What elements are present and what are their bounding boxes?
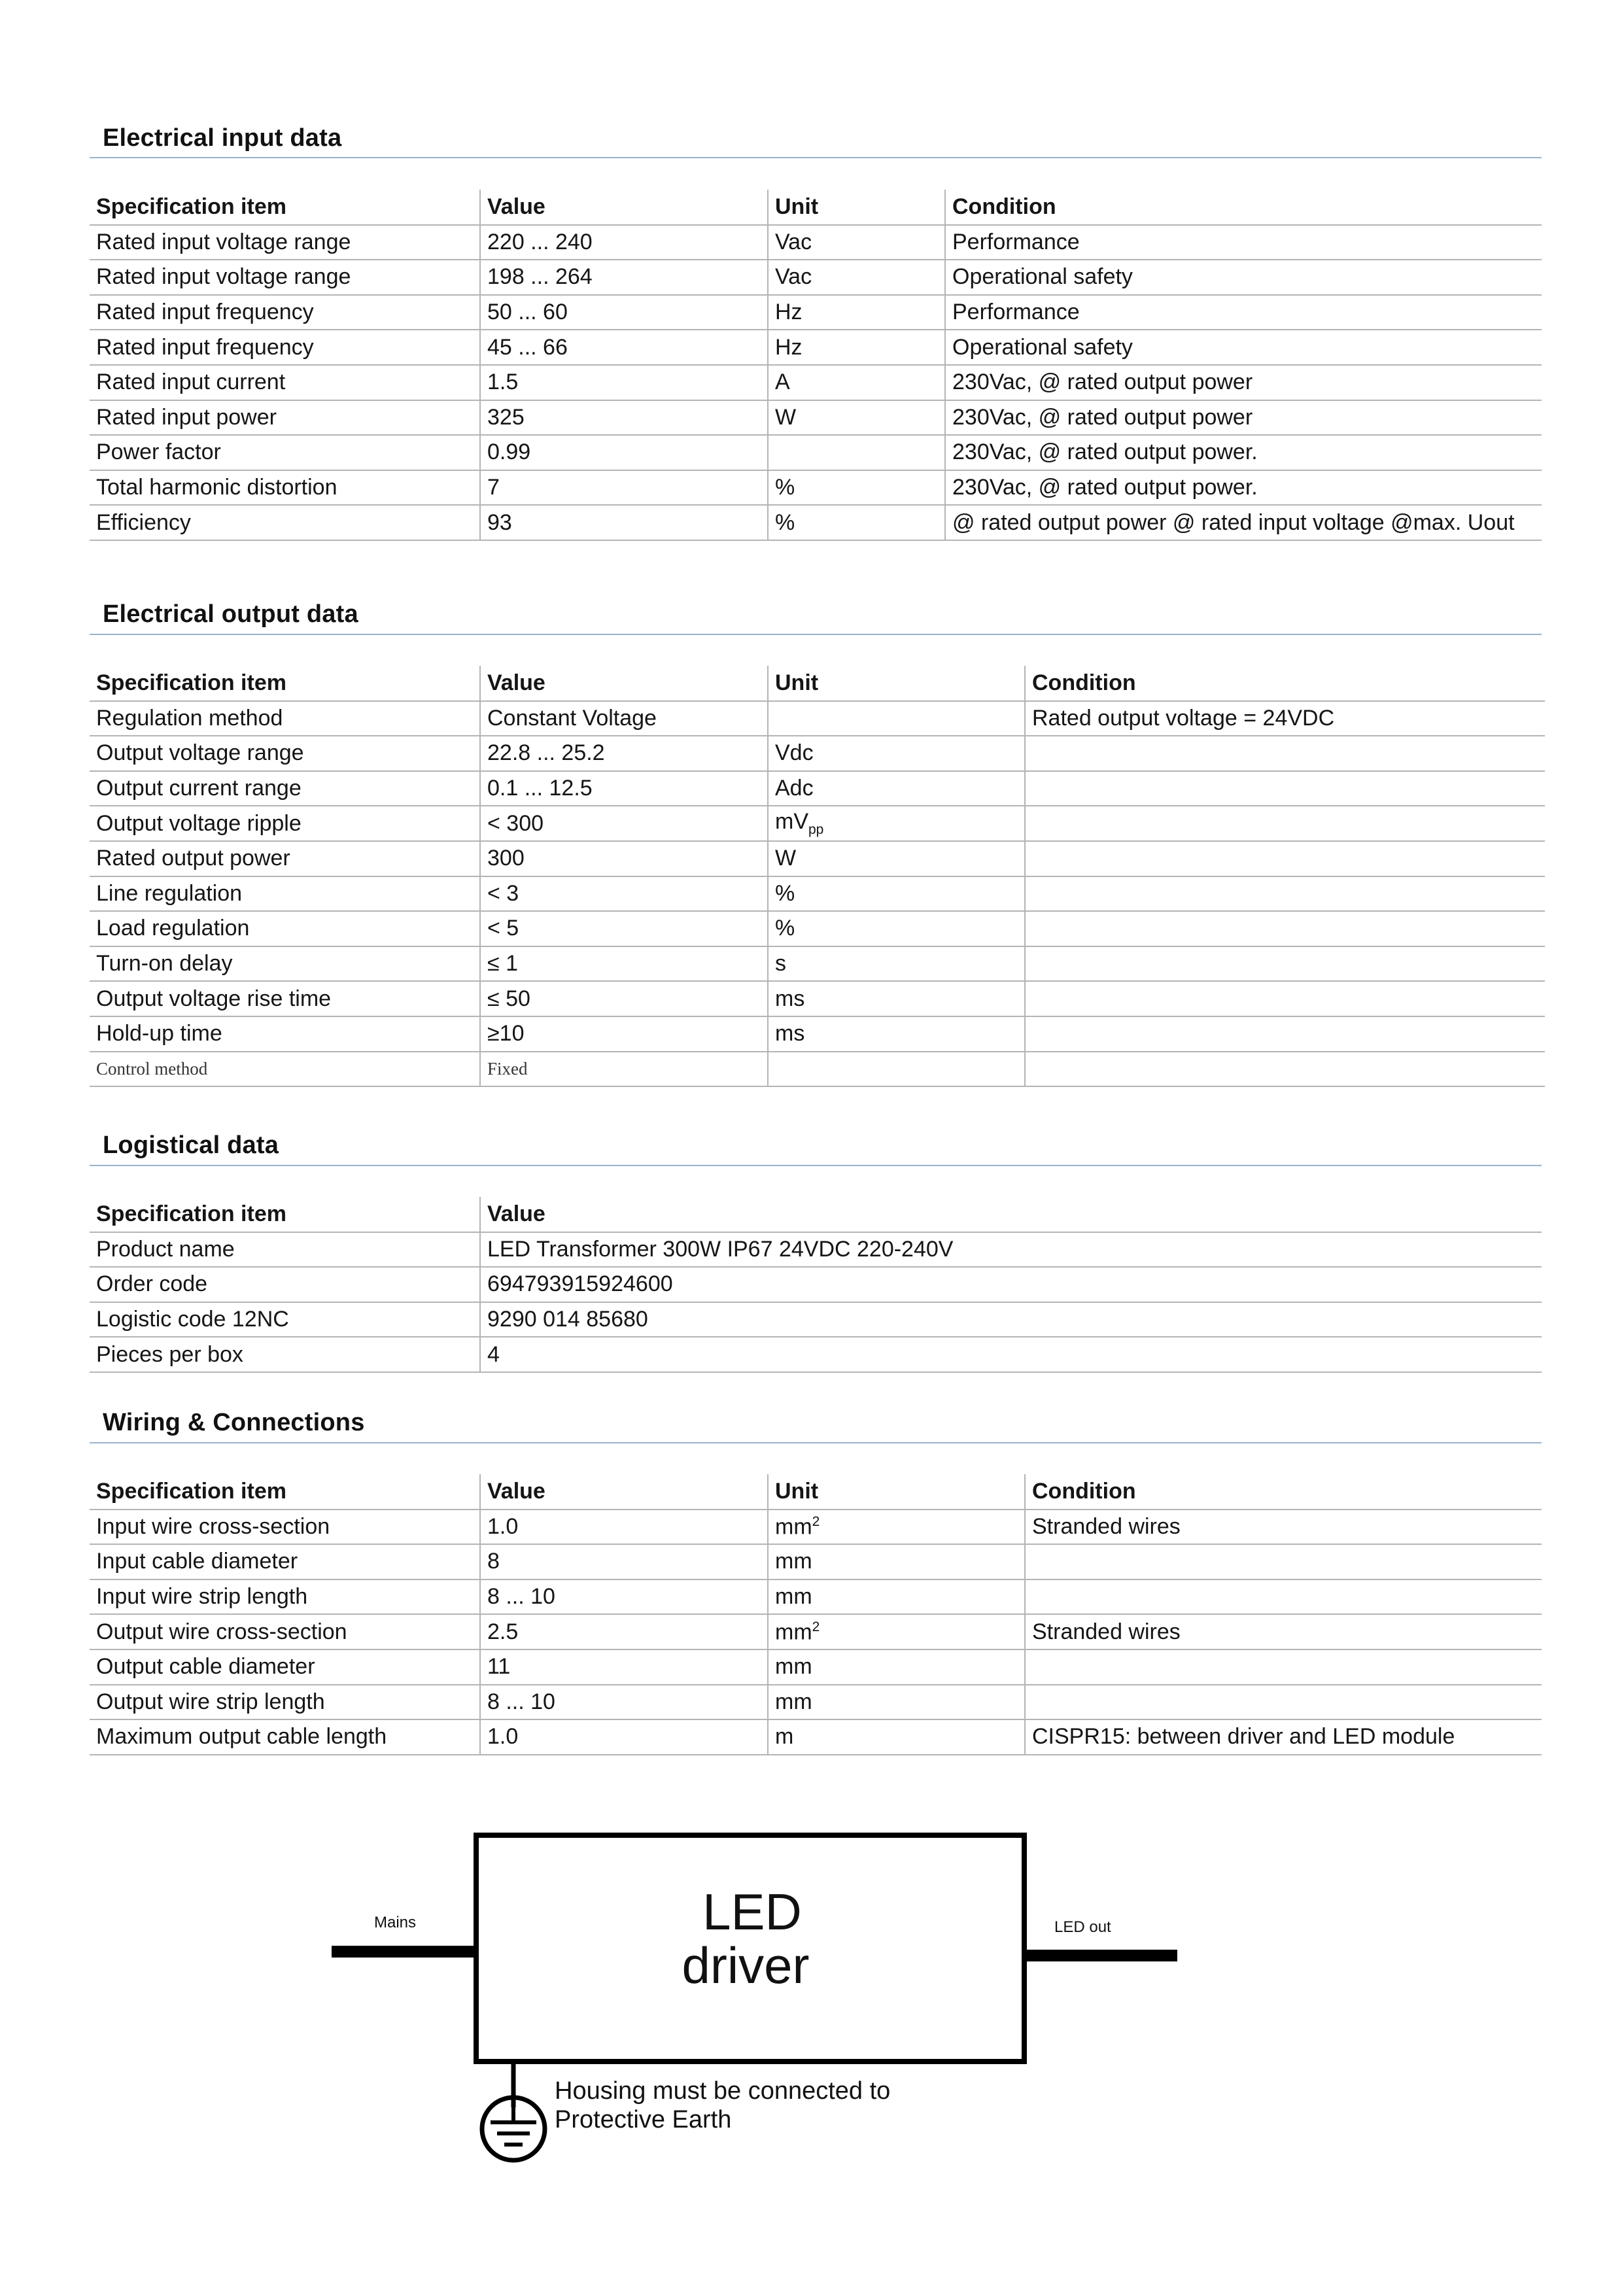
- table-row: [90, 1232, 1542, 1268]
- header-unit: Unit: [768, 1474, 1025, 1510]
- header-spec-item: Specification item: [90, 666, 480, 701]
- spec-item-cell: Line regulation: [90, 876, 480, 912]
- unit-cell: $mV_{pp}$: [768, 806, 1025, 841]
- unit-cell: Vac: [768, 225, 945, 260]
- unit-cell: ms: [768, 1016, 1025, 1052]
- table-header-row: [90, 190, 1542, 225]
- unit-cell: Hz: [768, 295, 945, 330]
- unit-cell: Vdc: [768, 736, 1025, 771]
- condition-cell: [1025, 876, 1545, 912]
- unit-cell: W: [768, 400, 945, 436]
- value-cell: 8 ... 10: [480, 1579, 768, 1615]
- condition-cell: [1025, 736, 1545, 771]
- condition-cell: CISPR15: between driver and LED module: [1025, 1719, 1542, 1755]
- value-cell: 93: [480, 505, 768, 540]
- condition-cell: [1025, 806, 1545, 841]
- condition-cell: Performance: [945, 225, 1542, 260]
- unit-superscript: 2: [812, 1513, 820, 1529]
- table-header-row: [90, 666, 1545, 701]
- unit-cell: W: [768, 841, 1025, 876]
- value-cell: Constant Voltage: [480, 701, 768, 736]
- header-value: Value: [480, 190, 768, 225]
- spec-item-cell: Control method: [90, 1052, 480, 1087]
- spec-item-cell: Input wire cross-section: [90, 1510, 480, 1545]
- condition-cell: 230Vac, @ rated output power.: [945, 435, 1542, 470]
- condition-cell: [1025, 1579, 1542, 1615]
- condition-cell: Rated output voltage = 24VDC: [1025, 701, 1545, 736]
- table-row: [90, 946, 1545, 982]
- value-cell: 11: [480, 1649, 768, 1685]
- spec-item-cell: Maximum output cable length: [90, 1719, 480, 1755]
- table-row: [90, 1614, 1542, 1649]
- unit-cell: [768, 435, 945, 470]
- unit-cell: [768, 701, 1025, 736]
- spec-item-cell: Output wire strip length: [90, 1685, 480, 1720]
- spec-item-cell: Turn-on delay: [90, 946, 480, 982]
- unit-cell: m: [768, 1719, 1025, 1755]
- section-title-logistics: Logistical data: [103, 1131, 279, 1159]
- spec-item-cell: Output voltage rise time: [90, 981, 480, 1016]
- earth-note-line1: Housing must be connected to: [555, 2077, 891, 2105]
- unit-cell: %: [768, 876, 1025, 912]
- header-spec-item: Specification item: [90, 1474, 480, 1510]
- condition-cell: Operational safety: [945, 260, 1542, 295]
- value-cell: 45 ... 66: [480, 330, 768, 365]
- value-cell: 8 ... 10: [480, 1685, 768, 1720]
- value-cell: 1.5: [480, 365, 768, 400]
- table-row: [90, 1267, 1542, 1302]
- unit-cell: Adc: [768, 771, 1025, 806]
- value-cell: 22.8 ... 25.2: [480, 736, 768, 771]
- spec-item-cell: Input wire strip length: [90, 1579, 480, 1615]
- value-cell: 325: [480, 400, 768, 436]
- condition-cell: [1025, 1685, 1542, 1720]
- unit-cell: mm: [768, 1579, 1025, 1615]
- table-row: [90, 435, 1542, 470]
- header-value: Value: [480, 666, 768, 701]
- table-row: [90, 365, 1542, 400]
- condition-cell: Performance: [945, 295, 1542, 330]
- table-row: [90, 771, 1545, 806]
- value-cell: 198 ... 264: [480, 260, 768, 295]
- unit-cell: $mm^2$: [768, 1614, 1025, 1649]
- header-unit: Unit: [768, 190, 945, 225]
- condition-cell: Stranded wires: [1025, 1614, 1542, 1649]
- table-row: [90, 505, 1542, 540]
- table-row: [90, 1510, 1542, 1545]
- value-cell: 300: [480, 841, 768, 876]
- section-title-input: Electrical input data: [103, 124, 342, 152]
- table-row: [90, 260, 1542, 295]
- table-row: [90, 1337, 1542, 1372]
- unit-cell: s: [768, 946, 1025, 982]
- spec-item-cell: Rated output power: [90, 841, 480, 876]
- condition-cell: Operational safety: [945, 330, 1542, 365]
- unit-cell: mm: [768, 1649, 1025, 1685]
- spec-item-cell: Hold-up time: [90, 1016, 480, 1052]
- condition-cell: [1025, 1052, 1545, 1087]
- table-row: [90, 1052, 1545, 1087]
- value-cell: 9290 014 85680: [480, 1302, 1542, 1337]
- wiring-data-table: [90, 1474, 1542, 1755]
- table-row: [90, 295, 1542, 330]
- unit-cell: %: [768, 911, 1025, 946]
- unit-subscript: pp: [808, 822, 824, 838]
- value-cell: 4: [480, 1337, 1542, 1372]
- table-row: [90, 841, 1545, 876]
- unit-superscript: 2: [812, 1619, 820, 1634]
- spec-item-cell: Rated input voltage range: [90, 225, 480, 260]
- header-spec-item: Specification item: [90, 190, 480, 225]
- condition-cell: 230Vac, @ rated output power: [945, 365, 1542, 400]
- unit-cell: A: [768, 365, 945, 400]
- table-row: [90, 701, 1545, 736]
- spec-item-cell: Rated input current: [90, 365, 480, 400]
- led-out-label: LED out: [1054, 1918, 1111, 1936]
- header-condition: Condition: [945, 190, 1542, 225]
- spec-item-cell: Pieces per box: [90, 1337, 480, 1372]
- section-rule-output: [90, 634, 1542, 635]
- spec-item-cell: Output cable diameter: [90, 1649, 480, 1685]
- unit-cell: $mm^2$: [768, 1510, 1025, 1545]
- spec-item-cell: Load regulation: [90, 911, 480, 946]
- spec-item-cell: Rated input frequency: [90, 330, 480, 365]
- value-cell: 8: [480, 1544, 768, 1579]
- unit-cell: mm: [768, 1544, 1025, 1579]
- table-row: [90, 1649, 1542, 1685]
- earth-note-line2: Protective Earth: [555, 2106, 732, 2133]
- value-cell: LED Transformer 300W IP67 24VDC 220-240V: [480, 1232, 1542, 1268]
- spec-item-cell: Rated input power: [90, 400, 480, 436]
- spec-item-cell: Rated input frequency: [90, 295, 480, 330]
- driver-box-label-line2: driver: [682, 1937, 810, 1994]
- value-cell: ≤ 1: [480, 946, 768, 982]
- spec-item-cell: Output wire cross-section: [90, 1614, 480, 1649]
- value-cell: 1.0: [480, 1719, 768, 1755]
- condition-cell: [1025, 771, 1545, 806]
- unit-cell: [768, 1052, 1025, 1087]
- table-row: [90, 1544, 1542, 1579]
- unit-cell: %: [768, 505, 945, 540]
- unit-cell: ms: [768, 981, 1025, 1016]
- header-unit: Unit: [768, 666, 1025, 701]
- spec-item-cell: Output current range: [90, 771, 480, 806]
- table-row: [90, 225, 1542, 260]
- header-spec-item: Specification item: [90, 1197, 480, 1232]
- spec-item-cell: Power factor: [90, 435, 480, 470]
- spec-item-cell: Order code: [90, 1267, 480, 1302]
- value-cell: 694793915924600: [480, 1267, 1542, 1302]
- spec-item-cell: Rated input voltage range: [90, 260, 480, 295]
- condition-cell: [1025, 911, 1545, 946]
- spec-item-cell: Input cable diameter: [90, 1544, 480, 1579]
- header-value: Value: [480, 1474, 768, 1510]
- condition-cell: [1025, 841, 1545, 876]
- value-cell: 220 ... 240: [480, 225, 768, 260]
- condition-cell: [1025, 1544, 1542, 1579]
- spec-item-cell: Total harmonic distortion: [90, 470, 480, 506]
- table-row: [90, 400, 1542, 436]
- condition-cell: 230Vac, @ rated output power: [945, 400, 1542, 436]
- value-cell: ≤ 50: [480, 981, 768, 1016]
- table-header-row: [90, 1197, 1542, 1232]
- condition-cell: Stranded wires: [1025, 1510, 1542, 1545]
- table-row: [90, 736, 1545, 771]
- table-row: [90, 1302, 1542, 1337]
- table-row: [90, 1016, 1545, 1052]
- spec-item-cell: Efficiency: [90, 505, 480, 540]
- table-header-row: [90, 1474, 1542, 1510]
- value-cell: ≥10: [480, 1016, 768, 1052]
- value-cell: 7: [480, 470, 768, 506]
- header-condition: Condition: [1025, 666, 1545, 701]
- spec-item-cell: Logistic code 12NC: [90, 1302, 480, 1337]
- section-rule-input: [90, 157, 1542, 158]
- spec-item-cell: Output voltage range: [90, 736, 480, 771]
- unit-cell: Hz: [768, 330, 945, 365]
- section-rule-logistics: [90, 1165, 1542, 1166]
- mains-label: Mains: [374, 1914, 417, 1931]
- section-rule-wiring: [90, 1442, 1542, 1443]
- value-cell: Fixed: [480, 1052, 768, 1087]
- header-condition: Condition: [1025, 1474, 1542, 1510]
- output-data-table: [90, 666, 1545, 1087]
- header-value: Value: [480, 1197, 1542, 1232]
- value-cell: 50 ... 60: [480, 295, 768, 330]
- value-cell: 0.1 ... 12.5: [480, 771, 768, 806]
- condition-cell: [1025, 981, 1545, 1016]
- driver-box-label-line1: LED: [702, 1883, 802, 1941]
- value-cell: < 300: [480, 806, 768, 841]
- section-title-output: Electrical output data: [103, 600, 358, 628]
- value-cell: 2.5: [480, 1614, 768, 1649]
- condition-cell: [1025, 1649, 1542, 1685]
- spec-item-cell: Regulation method: [90, 701, 480, 736]
- condition-cell: 230Vac, @ rated output power.: [945, 470, 1542, 506]
- table-row: [90, 876, 1545, 912]
- input-data-table: [90, 190, 1542, 541]
- table-row: [90, 1719, 1542, 1755]
- table-row: [90, 470, 1542, 506]
- logistics-data-table: [90, 1197, 1542, 1373]
- table-row: [90, 981, 1545, 1016]
- section-title-wiring: Wiring & Connections: [103, 1409, 365, 1436]
- condition-cell: [1025, 946, 1545, 982]
- table-row: [90, 806, 1545, 841]
- value-cell: 0.99: [480, 435, 768, 470]
- table-row: [90, 911, 1545, 946]
- spec-item-cell: Output voltage ripple: [90, 806, 480, 841]
- condition-cell: @ rated output power @ rated input voltage @max. Uout: [945, 505, 1542, 540]
- condition-cell: [1025, 1016, 1545, 1052]
- table-row: [90, 1685, 1542, 1720]
- table-row: [90, 1579, 1542, 1615]
- value-cell: 1.0: [480, 1510, 768, 1545]
- unit-cell: %: [768, 470, 945, 506]
- value-cell: < 3: [480, 876, 768, 912]
- unit-cell: mm: [768, 1685, 1025, 1720]
- spec-item-cell: Product name: [90, 1232, 480, 1268]
- unit-cell: Vac: [768, 260, 945, 295]
- protective-earth-icon: [482, 2097, 545, 2160]
- value-cell: < 5: [480, 911, 768, 946]
- table-row: [90, 330, 1542, 365]
